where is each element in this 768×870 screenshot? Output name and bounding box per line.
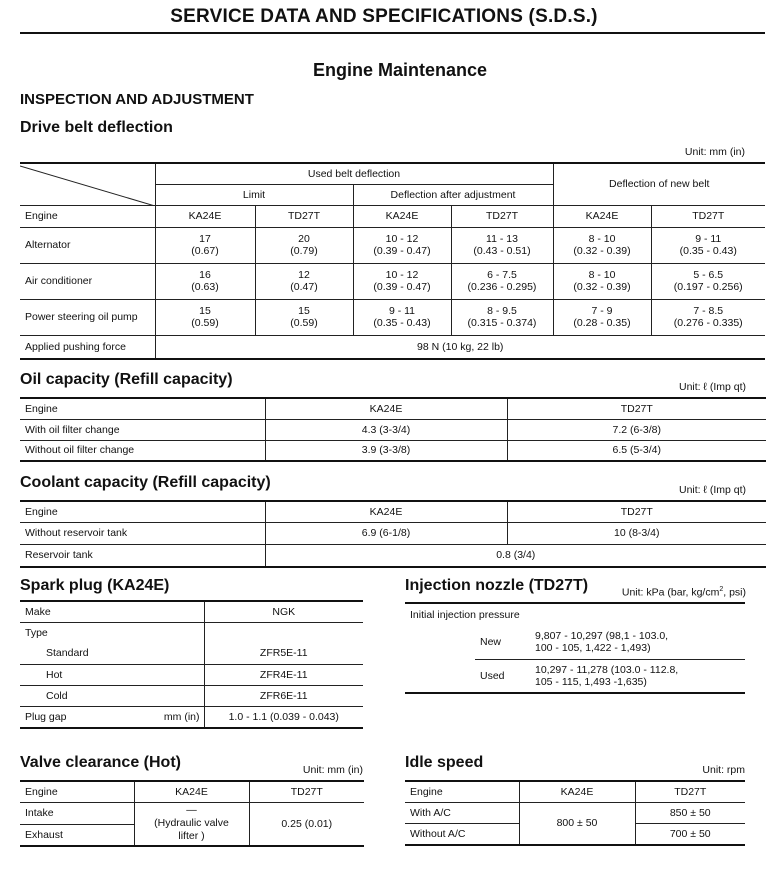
row-label: Used <box>475 659 530 693</box>
row-label: Plug gap mm (in) <box>20 706 204 728</box>
value-cell: ZFR6E-11 <box>204 685 363 706</box>
row-label: Applied pushing force <box>20 335 155 359</box>
table-row <box>20 544 766 567</box>
page-title: SERVICE DATA AND SPECIFICATIONS (S.D.S.) <box>170 6 598 27</box>
table-row <box>20 685 363 706</box>
value-cell: 9 - 11 (0.35 - 0.43) <box>353 299 451 335</box>
engine-col: TD27T <box>651 205 765 227</box>
value-cell: 7 - 9 (0.28 - 0.35) <box>553 299 651 335</box>
table-row <box>405 625 745 659</box>
coolant-table <box>20 500 766 568</box>
engine-col: TD27T <box>507 501 766 522</box>
section-title: Engine Maintenance <box>312 60 488 80</box>
engine-col: KA24E <box>353 205 451 227</box>
value-cell: 10,297 - 11,278 (103.0 - 112.8, 105 - 115, 1,493 -1,635) <box>530 659 745 693</box>
value-cell: NGK <box>204 601 363 622</box>
value-cell: 5 - 6.5 (0.197 - 0.256) <box>651 263 765 299</box>
nozzle-table <box>405 602 745 694</box>
value-cell: 16 (0.63) <box>155 263 255 299</box>
engine-col: KA24E <box>134 781 249 802</box>
value-cell: 7 - 8.5 (0.276 - 0.335) <box>651 299 765 335</box>
header-used: Used belt deflection <box>155 163 553 184</box>
oil-heading: Oil capacity (Refill capacity) <box>20 371 233 388</box>
row-label: Intake <box>20 802 134 824</box>
value-cell: 850 ± 50 <box>635 802 745 823</box>
row-label: Exhaust <box>20 824 134 846</box>
empty-cell <box>204 622 363 643</box>
value-cell: 1.0 - 1.1 (0.039 - 0.043) <box>204 706 363 728</box>
coolant-unit: Unit: ℓ (Imp qt) <box>679 484 746 496</box>
nozzle-unit: Unit: kPa (bar, $kg/cm^2$, psi) <box>621 586 746 599</box>
table-row-alternator <box>20 227 765 263</box>
value-cell: 3.9 (3-3/8) <box>265 440 507 461</box>
value-cell: — (Hydraulic valve lifter ) <box>134 802 249 846</box>
value-cell: 4.3 (3-3/4) <box>265 419 507 440</box>
row-label: Hot <box>20 664 204 685</box>
row-label: Without reservoir tank <box>20 522 265 544</box>
value-cell: 7.2 (6-3/8) <box>507 419 766 440</box>
nozzle-heading: Injection nozzle (TD27T) <box>405 577 589 594</box>
value-cell: 15 (0.59) <box>255 299 353 335</box>
engine-col: TD27T <box>507 398 766 419</box>
value-cell: 11 - 13 (0.43 - 0.51) <box>451 227 553 263</box>
value-cell: 8 - 10 (0.32 - 0.39) <box>553 263 651 299</box>
oil-unit: Unit: ℓ (Imp qt) <box>679 381 746 393</box>
row-label: New <box>480 635 502 648</box>
value-cell: ZFR5E-11 <box>204 643 363 664</box>
value-cell: 700 ± 50 <box>635 823 745 845</box>
row-label: Make <box>25 605 51 618</box>
engine-col: TD27T <box>635 781 745 802</box>
value-cell: 20 (0.79) <box>255 227 353 263</box>
row-label: With A/C <box>405 802 519 823</box>
force-value: 98 N (10 kg, 22 lb) <box>155 335 765 359</box>
engine-label: Engine <box>25 402 58 415</box>
header-limit: Limit <box>155 184 353 205</box>
row-label: Standard <box>46 647 89 660</box>
drive-belt-heading: Drive belt deflection <box>20 119 173 136</box>
spark-heading: Spark plug (KA24E) <box>20 577 170 594</box>
value-cell: 10 - 12 (0.39 - 0.47) <box>353 263 451 299</box>
drive-belt-unit: Unit: mm (in) <box>684 146 745 158</box>
table-row <box>20 664 363 685</box>
diagonal-header-cell <box>20 163 155 205</box>
table-row <box>20 440 766 461</box>
table-row <box>20 643 363 664</box>
idle-heading: Idle speed <box>405 754 484 771</box>
oil-table <box>20 397 766 462</box>
value-cell: 9 - 11 (0.35 - 0.43) <box>651 227 765 263</box>
value-cell: 0.8 (3/4) <box>265 544 766 567</box>
value-cell: 12 (0.47) <box>255 263 353 299</box>
engine-col: KA24E <box>265 501 507 522</box>
table-row-pushing-force <box>20 335 765 359</box>
table-row <box>405 659 745 693</box>
table-row-power-steering <box>20 299 765 335</box>
row-label: Without A/C <box>405 823 519 845</box>
engine-col: KA24E <box>155 205 255 227</box>
value-cell: 800 ± 50 <box>519 802 635 845</box>
value-cell: 0.25 (0.01) <box>249 802 364 846</box>
valve-unit: Unit: mm (in) <box>302 764 363 776</box>
row-label: Alternator <box>20 227 155 263</box>
drive-belt-table <box>20 162 765 360</box>
table-row-air-conditioner <box>20 263 765 299</box>
row-label: Type <box>20 622 204 643</box>
engine-col: TD27T <box>249 781 364 802</box>
row-label: Initial injection pressure <box>410 608 520 621</box>
table-row <box>20 706 363 728</box>
value-cell: 10 - 12 (0.39 - 0.47) <box>353 227 451 263</box>
idle-table <box>405 780 745 846</box>
value-cell: 6.5 (5-3/4) <box>507 440 766 461</box>
value-cell: 8 - 10 (0.32 - 0.39) <box>553 227 651 263</box>
valve-table <box>20 780 364 847</box>
value-cell: 6.9 (6-1/8) <box>265 522 507 544</box>
engine-col: KA24E <box>553 205 651 227</box>
header-after-adjustment: Deflection after adjustment <box>353 184 553 205</box>
value-cell: 15 (0.59) <box>155 299 255 335</box>
engine-col: KA24E <box>519 781 635 802</box>
idle-unit: Unit: rpm <box>702 764 745 776</box>
row-label: Cold <box>20 685 204 706</box>
engine-label: Engine <box>25 505 58 518</box>
valve-heading: Valve clearance (Hot) <box>20 754 181 771</box>
header-new-belt: Deflection of new belt <box>553 163 765 205</box>
engine-label: Engine <box>20 205 155 227</box>
subsection-title: INSPECTION AND ADJUSTMENT <box>20 91 254 108</box>
row-label: Without oil filter change <box>20 440 265 461</box>
engine-col: TD27T <box>255 205 353 227</box>
value-cell: 17 (0.67) <box>155 227 255 263</box>
value-cell: ZFR4E-11 <box>204 664 363 685</box>
engine-label: Engine <box>410 785 443 798</box>
table-row <box>20 419 766 440</box>
coolant-heading: Coolant capacity (Refill capacity) <box>20 474 271 491</box>
value-cell: 10 (8-3/4) <box>507 522 766 544</box>
engine-col: KA24E <box>265 398 507 419</box>
spark-table <box>20 600 363 729</box>
row-label: Air conditioner <box>20 263 155 299</box>
value-cell: 8 - 9.5 (0.315 - 0.374) <box>451 299 553 335</box>
row-label: Power steering oil pump <box>20 299 155 335</box>
title-rule <box>20 32 765 34</box>
engine-label: Engine <box>25 785 58 798</box>
engine-col: TD27T <box>451 205 553 227</box>
diagonal-line <box>20 164 155 206</box>
row-label: With oil filter change <box>20 419 265 440</box>
value-cell: 9,807 - 10,297 (98,1 - 103.0, 100 - 105, 1,422 - 1,493) <box>535 629 669 654</box>
table-row <box>20 522 766 544</box>
value-cell: 6 - 7.5 (0.236 - 0.295) <box>451 263 553 299</box>
row-label: Reservoir tank <box>20 544 265 567</box>
